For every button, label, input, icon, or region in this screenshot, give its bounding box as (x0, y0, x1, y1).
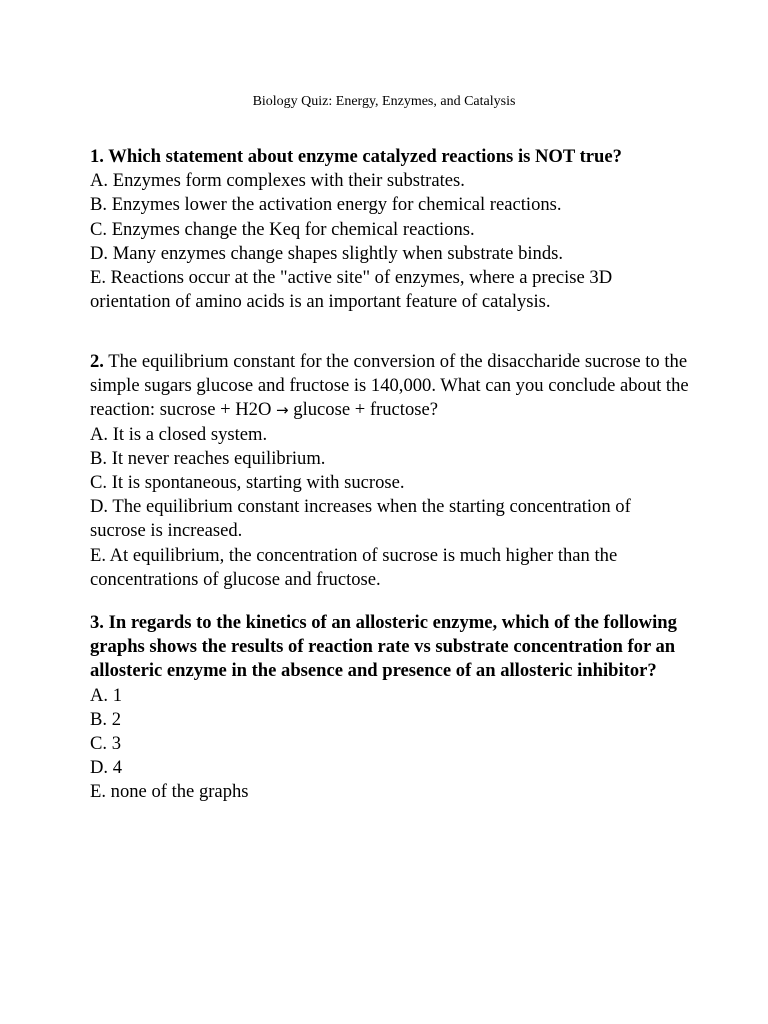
document-title: Biology Quiz: Energy, Enzymes, and Catalysis (252, 94, 516, 109)
question-1-option-d: D. Many enzymes change shapes slightly when substrate binds. (90, 242, 564, 264)
question-1-option-b: B. Enzymes lower the activation energy for chemical reactions. (90, 194, 562, 216)
question-1 (90, 145, 690, 314)
question-3-text: In regards to the kinetics of an allosteric enzyme, which of the following graphs shows the results of reaction rate vs substrate concentration for an allosteric enzyme in the absence and presence of an allosteric inhibitor? (90, 612, 677, 682)
question-3-number: 3. (90, 612, 104, 633)
question-1-number: 1. (90, 146, 104, 167)
question-3 (90, 611, 690, 805)
question-2-option-b: B. It never reaches equilibrium. (90, 447, 326, 469)
question-3-option-a: A. 1 (90, 684, 123, 706)
question-3-option-d: D. 4 (90, 757, 123, 779)
question-1-text: Which statement about enzyme catalyzed reactions is NOT true? (108, 146, 622, 167)
question-1-option-e: E. Reactions occur at the "active site" of enzymes, where a precise 3D orientation of amino acids is an important feature of catalysis. (90, 267, 613, 313)
question-2-option-e: E. At equilibrium, the concentration of sucrose is much higher than the concentrations of glucose and fructose. (90, 544, 618, 590)
question-2-option-a: A. It is a closed system. (90, 423, 268, 445)
question-2 (90, 350, 690, 592)
question-2-option-d: D. The equilibrium constant increases when the starting concentration of sucrose is increased. (90, 496, 631, 542)
question-3-option-b: B. 2 (90, 708, 121, 730)
question-3-option-e: E. none of the graphs (90, 781, 249, 803)
reaction-arrow-icon: → (276, 401, 289, 420)
question-2-stem (90, 350, 690, 423)
question-3-option-c: C. 3 (90, 733, 121, 755)
question-1-option-c: C. Enzymes change the Keq for chemical reactions. (90, 218, 475, 240)
question-2-number: 2. (90, 351, 104, 372)
question-2-text-before-arrow: The equilibrium constant for the conversion of the disaccharide sucrose to the simple sugars glucose and fructose is 140,000. What can you conclude about the reaction: sucrose + H2O (90, 351, 689, 421)
question-2-option-c: C. It is spontaneous, starting with sucrose. (90, 472, 405, 494)
question-1-stem (90, 145, 690, 169)
question-3-stem (90, 611, 690, 684)
question-1-option-a: A. Enzymes form complexes with their substrates. (90, 170, 465, 192)
question-2-text-after-arrow: glucose + fructose? (293, 399, 439, 421)
